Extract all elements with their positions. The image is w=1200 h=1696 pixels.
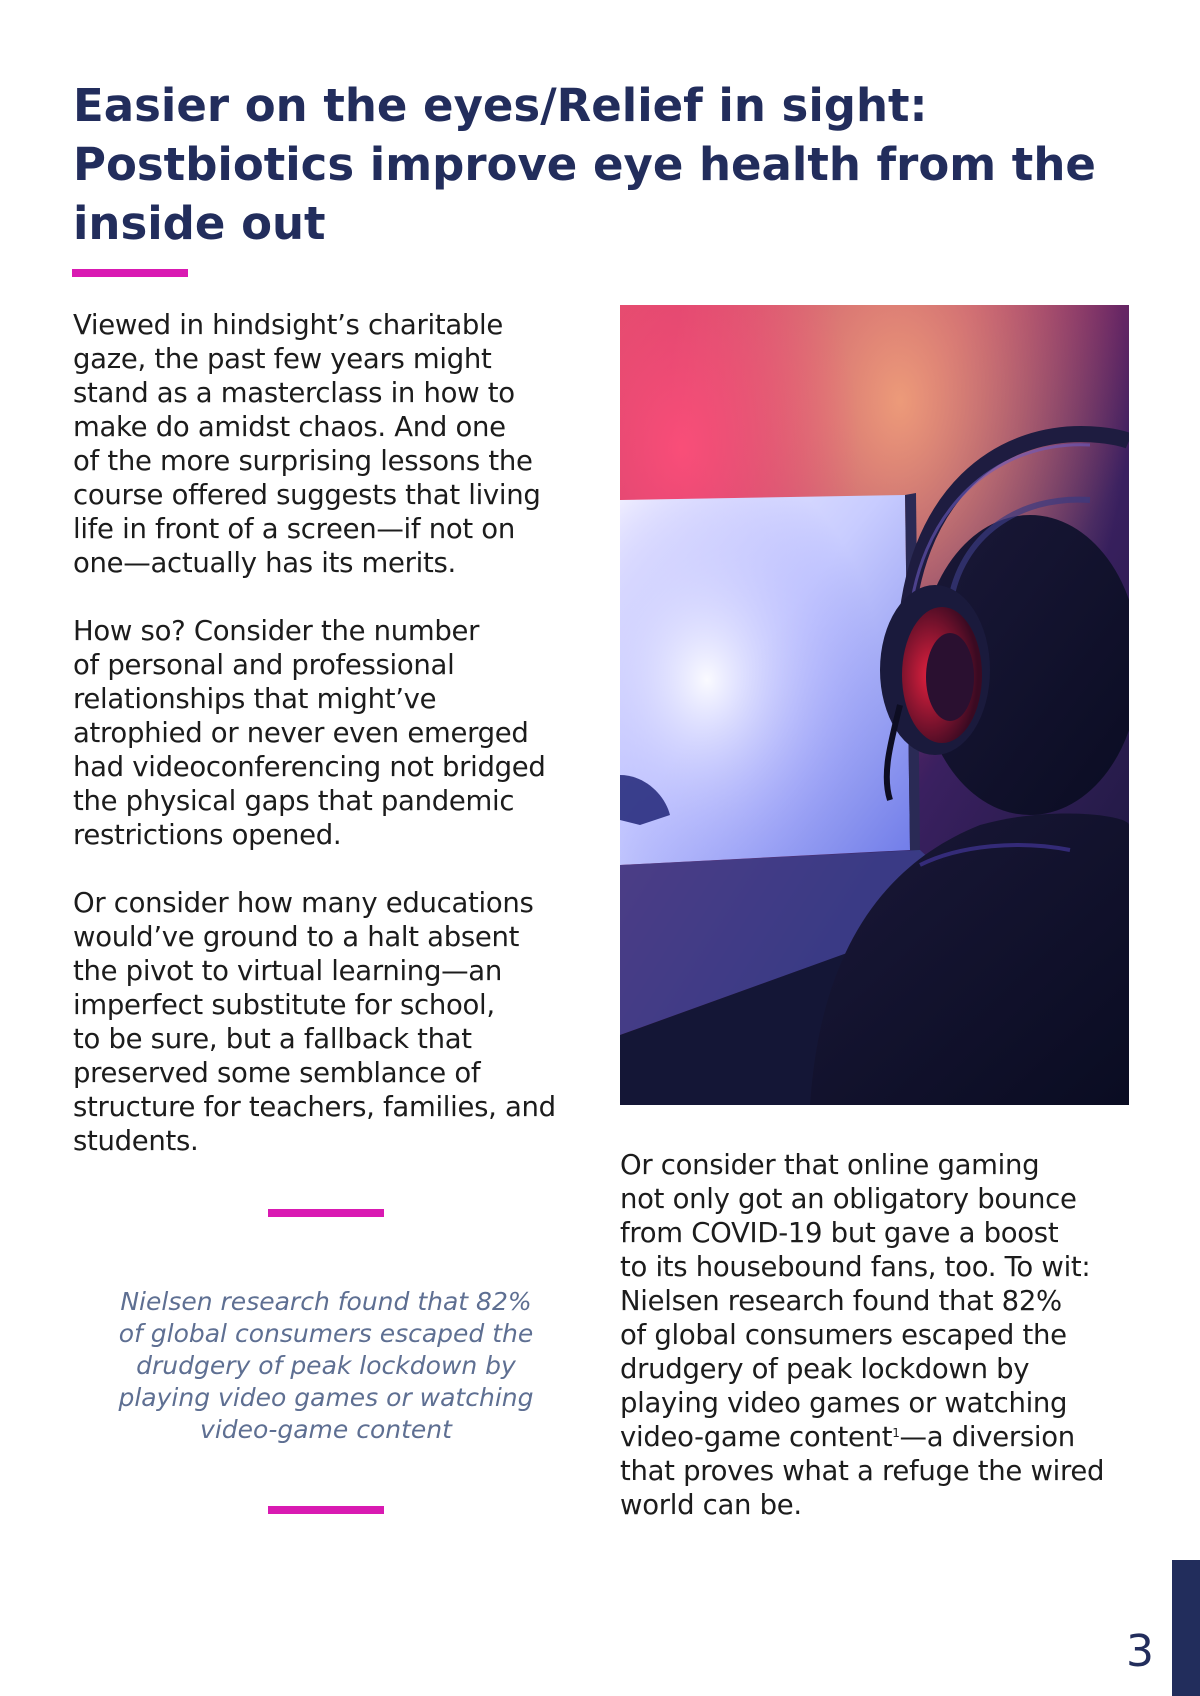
quote-accent-top bbox=[268, 1209, 384, 1217]
text-line: atrophied or never even emerged bbox=[73, 717, 529, 749]
text-line: Or consider how many educations bbox=[73, 887, 534, 919]
text-line: that proves what a refuge the wired bbox=[620, 1455, 1105, 1487]
text-line: playing video games or watching bbox=[620, 1387, 1068, 1419]
text-line: not only got an obligatory bounce bbox=[620, 1183, 1077, 1215]
text-line: world can be. bbox=[620, 1489, 802, 1521]
title-line: inside out bbox=[73, 197, 326, 250]
text-line: to its housebound fans, too. To wit: bbox=[620, 1251, 1091, 1283]
text-line: restrictions opened. bbox=[73, 819, 342, 851]
footnote-marker: 1 bbox=[892, 1426, 900, 1440]
text-line: structure for teachers, families, and bbox=[73, 1091, 556, 1123]
page-title bbox=[73, 76, 1096, 253]
title-accent-rule bbox=[72, 269, 188, 277]
pull-quote bbox=[90, 1286, 562, 1446]
quote-line: playing video games or watching bbox=[118, 1383, 534, 1412]
text-line-with-footnote bbox=[620, 1420, 1140, 1454]
text-line: from COVID-19 but gave a boost bbox=[620, 1217, 1059, 1249]
text-line: the pivot to virtual learning—an bbox=[73, 955, 502, 987]
text-line: of personal and professional bbox=[73, 649, 455, 681]
gamer-photo-illustration bbox=[620, 305, 1129, 1105]
text-line: of global consumers escaped the bbox=[620, 1319, 1067, 1351]
text-line: to be sure, but a fallback that bbox=[73, 1023, 472, 1055]
text-line: Or consider that online gaming bbox=[620, 1149, 1040, 1181]
text-line: make do amidst chaos. And one bbox=[73, 411, 506, 443]
title-line: Postbiotics improve eye health from the bbox=[73, 138, 1096, 191]
quote-line: of global consumers escaped the bbox=[118, 1319, 534, 1348]
text-line: drudgery of peak lockdown by bbox=[620, 1353, 1030, 1385]
text-line: Nielsen research found that 82% bbox=[620, 1285, 1062, 1317]
text-line: Viewed in hindsight’s charitable bbox=[73, 309, 503, 341]
text-line: of the more surprising lessons the bbox=[73, 445, 533, 477]
text-line: relationships that might’ve bbox=[73, 683, 437, 715]
quote-accent-bottom bbox=[268, 1506, 384, 1514]
page-number-bar bbox=[1172, 1560, 1200, 1696]
title-line: Easier on the eyes/Relief in sight: bbox=[73, 79, 928, 132]
body-paragraph bbox=[73, 308, 593, 580]
text-line: one—actually has its merits. bbox=[73, 547, 456, 579]
text-segment: —a diversion bbox=[899, 1421, 1075, 1453]
text-line: had videoconferencing not bridged bbox=[73, 751, 546, 783]
text-line: imperfect substitute for school, bbox=[73, 989, 495, 1021]
quote-line: Nielsen research found that 82% bbox=[120, 1287, 532, 1316]
text-line: stand as a masterclass in how to bbox=[73, 377, 515, 409]
right-column-text bbox=[620, 1148, 1140, 1522]
text-line: course offered suggests that living bbox=[73, 479, 541, 511]
gamer-photo bbox=[620, 305, 1129, 1105]
body-text-column bbox=[73, 308, 593, 1192]
text-segment: video-game content bbox=[620, 1421, 893, 1453]
text-line: How so? Consider the number bbox=[73, 615, 480, 647]
quote-line: drudgery of peak lockdown by bbox=[136, 1351, 516, 1380]
body-paragraph bbox=[73, 886, 593, 1158]
text-line: life in front of a screen—if not on bbox=[73, 513, 515, 545]
text-line: would’ve ground to a halt absent bbox=[73, 921, 520, 953]
text-line: gaze, the past few years might bbox=[73, 343, 492, 375]
text-line: students. bbox=[73, 1125, 199, 1157]
body-paragraph bbox=[73, 614, 593, 852]
page-number: 3 bbox=[1126, 1626, 1154, 1677]
text-line: preserved some semblance of bbox=[73, 1057, 481, 1089]
text-line: the physical gaps that pandemic bbox=[73, 785, 515, 817]
quote-line: video-game content bbox=[200, 1415, 452, 1444]
